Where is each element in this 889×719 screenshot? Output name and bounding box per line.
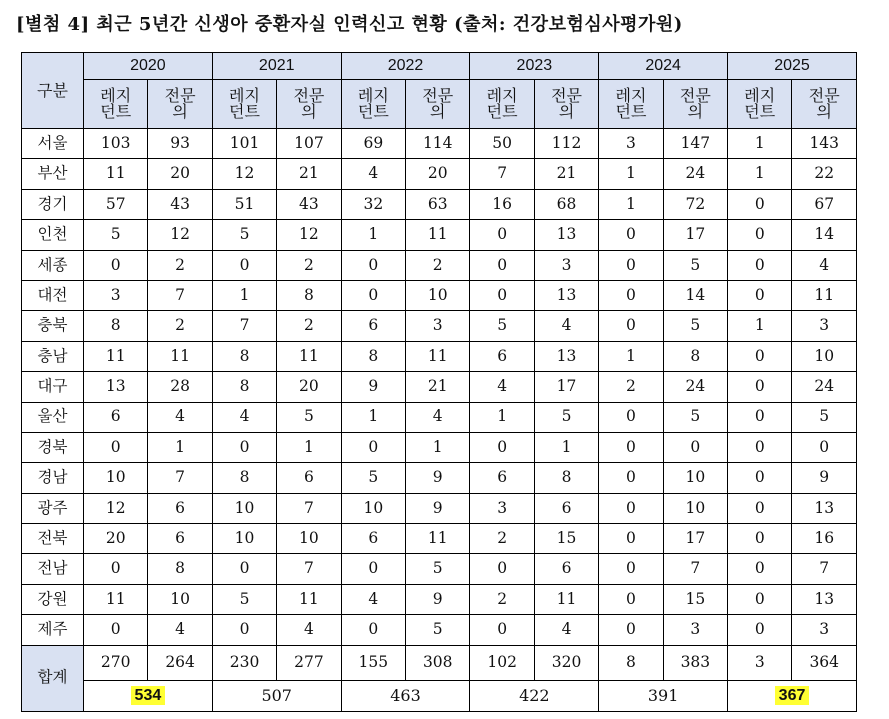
specialist-count-cell: 10: [277, 524, 341, 554]
specialist-count-cell: 107: [277, 129, 341, 159]
specialist-count-cell: 5: [792, 402, 857, 432]
specialist-count-cell: 3: [792, 615, 857, 645]
resident-count-cell: 0: [728, 524, 792, 554]
table-row: [22, 493, 857, 523]
resident-count-cell: 6: [341, 524, 405, 554]
region-label: 대전: [22, 280, 84, 310]
resident-count-cell: 1: [341, 220, 405, 250]
resident-count-cell: 0: [341, 280, 405, 310]
resident-count-cell: 11: [84, 584, 148, 614]
specialist-count-cell: 17: [663, 220, 727, 250]
region-label: 경남: [22, 463, 84, 493]
specialist-count-cell: 0: [792, 432, 857, 462]
resident-count-cell: 1: [470, 402, 534, 432]
specialist-count-cell: 7: [277, 493, 341, 523]
specialist-count-cell: 9: [406, 463, 470, 493]
specialist-count-cell: 13: [534, 280, 598, 310]
specialist-count-cell: 10: [792, 341, 857, 371]
specialist-count-cell: 112: [534, 129, 598, 159]
specialist-count-cell: 114: [406, 129, 470, 159]
table-row: [22, 189, 857, 219]
specialist-count-cell: 9: [406, 493, 470, 523]
region-label: 대구: [22, 372, 84, 402]
specialist-count-cell: 2: [406, 250, 470, 280]
specialist-count-cell: 24: [663, 372, 727, 402]
total-cell: 102: [470, 645, 534, 680]
resident-count-cell: 0: [470, 615, 534, 645]
resident-count-cell: 5: [84, 220, 148, 250]
specialist-count-cell: 4: [277, 615, 341, 645]
specialist-count-cell: 10: [663, 493, 727, 523]
region-label: 인천: [22, 220, 84, 250]
table-row: [22, 250, 857, 280]
resident-count-cell: 0: [728, 615, 792, 645]
region-label: 충남: [22, 341, 84, 371]
total-cell: 383: [663, 645, 727, 680]
specialist-count-cell: 11: [406, 341, 470, 371]
specialist-count-cell: 6: [148, 493, 212, 523]
specialist-count-cell: 22: [792, 159, 857, 189]
total-cell: 320: [534, 645, 598, 680]
resident-count-cell: 51: [212, 189, 276, 219]
specialist-count-cell: 5: [277, 402, 341, 432]
category-header: 구분: [22, 53, 84, 129]
specialist-count-cell: 147: [663, 129, 727, 159]
specialist-count-cell: 16: [792, 524, 857, 554]
highlighted-sum: 534: [131, 686, 166, 705]
specialist-count-cell: 20: [406, 159, 470, 189]
resident-count-cell: 0: [599, 432, 663, 462]
resident-count-cell: 12: [84, 493, 148, 523]
resident-count-cell: 3: [84, 280, 148, 310]
resident-count-cell: 0: [212, 554, 276, 584]
resident-count-cell: 1: [728, 311, 792, 341]
resident-count-cell: 0: [599, 615, 663, 645]
specialist-count-cell: 7: [148, 280, 212, 310]
specialist-count-cell: 12: [277, 220, 341, 250]
specialist-count-cell: 72: [663, 189, 727, 219]
resident-count-cell: 4: [341, 584, 405, 614]
resident-count-cell: 57: [84, 189, 148, 219]
region-label: 광주: [22, 493, 84, 523]
specialist-count-cell: 11: [277, 341, 341, 371]
table-row: [22, 554, 857, 584]
region-label: 강원: [22, 584, 84, 614]
table-row: [22, 129, 857, 159]
resident-count-cell: 0: [470, 280, 534, 310]
specialist-count-cell: 10: [148, 584, 212, 614]
resident-count-cell: 0: [728, 584, 792, 614]
resident-count-cell: 0: [599, 280, 663, 310]
resident-count-cell: 0: [212, 615, 276, 645]
total-cell: 3: [728, 645, 792, 680]
specialist-count-cell: 6: [277, 463, 341, 493]
resident-count-cell: 10: [84, 463, 148, 493]
specialist-count-cell: 1: [406, 432, 470, 462]
table-row: [22, 372, 857, 402]
year-header: 2020: [84, 53, 213, 80]
resident-count-cell: 0: [728, 341, 792, 371]
total-cell: 264: [148, 645, 212, 680]
specialist-count-cell: 4: [406, 402, 470, 432]
specialist-count-cell: 0: [663, 432, 727, 462]
specialist-count-cell: 5: [534, 402, 598, 432]
specialist-count-cell: 7: [792, 554, 857, 584]
resident-count-cell: 0: [84, 554, 148, 584]
specialist-count-cell: 6: [148, 524, 212, 554]
resident-count-cell: 0: [728, 220, 792, 250]
total-cell: 230: [212, 645, 276, 680]
specialist-count-cell: 11: [534, 584, 598, 614]
specialist-count-cell: 3: [792, 311, 857, 341]
resident-count-cell: 0: [599, 250, 663, 280]
specialist-count-cell: 5: [406, 554, 470, 584]
resident-count-cell: 11: [84, 159, 148, 189]
resident-count-cell: 0: [212, 432, 276, 462]
specialist-count-cell: 5: [663, 250, 727, 280]
resident-count-cell: 0: [84, 250, 148, 280]
resident-count-cell: 1: [599, 189, 663, 219]
resident-count-cell: 0: [341, 250, 405, 280]
resident-count-cell: 0: [84, 615, 148, 645]
resident-count-cell: 5: [470, 311, 534, 341]
table-row: [22, 432, 857, 462]
specialist-count-cell: 17: [534, 372, 598, 402]
specialist-count-cell: 67: [792, 189, 857, 219]
specialist-count-cell: 4: [534, 311, 598, 341]
specialist-count-cell: 11: [148, 341, 212, 371]
total-cell: 364: [792, 645, 857, 680]
specialist-count-cell: 5: [406, 615, 470, 645]
resident-count-cell: 0: [728, 372, 792, 402]
resident-count-cell: 8: [84, 311, 148, 341]
table-row: [22, 524, 857, 554]
resident-count-cell: 101: [212, 129, 276, 159]
table-row: [22, 341, 857, 371]
region-label: 전북: [22, 524, 84, 554]
resident-count-cell: 10: [341, 493, 405, 523]
specialist-count-cell: 28: [148, 372, 212, 402]
resident-count-cell: 6: [470, 463, 534, 493]
specialist-count-cell: 24: [792, 372, 857, 402]
resident-count-cell: 2: [470, 524, 534, 554]
specialist-count-cell: 13: [534, 341, 598, 371]
resident-count-cell: 10: [212, 524, 276, 554]
resident-count-cell: 2: [470, 584, 534, 614]
resident-count-cell: 0: [470, 250, 534, 280]
resident-count-cell: 1: [728, 129, 792, 159]
resident-count-cell: 9: [341, 372, 405, 402]
total-cell: 155: [341, 645, 405, 680]
table-row: [22, 584, 857, 614]
year-sum-cell: 391: [599, 680, 728, 711]
specialist-count-cell: 21: [406, 372, 470, 402]
specialist-count-cell: 12: [148, 220, 212, 250]
resident-count-cell: 1: [599, 341, 663, 371]
specialist-count-cell: 21: [534, 159, 598, 189]
resident-count-cell: 0: [341, 615, 405, 645]
specialist-count-cell: 1: [534, 432, 598, 462]
resident-count-cell: 5: [212, 584, 276, 614]
specialist-count-cell: 7: [277, 554, 341, 584]
table-row: [22, 220, 857, 250]
specialist-count-cell: 17: [663, 524, 727, 554]
specialist-count-cell: 63: [406, 189, 470, 219]
resident-count-cell: 50: [470, 129, 534, 159]
resident-count-cell: 4: [470, 372, 534, 402]
resident-count-cell: 4: [212, 402, 276, 432]
resident-count-cell: 2: [599, 372, 663, 402]
specialist-count-cell: 20: [277, 372, 341, 402]
region-label: 경북: [22, 432, 84, 462]
resident-count-cell: 0: [728, 402, 792, 432]
resident-count-cell: 1: [212, 280, 276, 310]
resident-count-cell: 8: [212, 341, 276, 371]
specialist-count-cell: 5: [663, 402, 727, 432]
resident-count-cell: 0: [470, 554, 534, 584]
resident-count-cell: 12: [212, 159, 276, 189]
resident-header: 레지 던트: [599, 80, 663, 129]
year-sum-cell: 463: [341, 680, 470, 711]
resident-header: 레지 던트: [470, 80, 534, 129]
table-row: [22, 311, 857, 341]
resident-count-cell: 0: [728, 554, 792, 584]
resident-count-cell: 7: [212, 311, 276, 341]
table-body: [22, 129, 857, 646]
document-title: [별첨 4] 최근 5년간 신생아 중환자실 인력신고 현황 (출처: 건강보험심사평가원): [16, 14, 683, 35]
nicu-staffing-table: [21, 52, 857, 712]
resident-count-cell: 10: [212, 493, 276, 523]
resident-count-cell: 0: [728, 463, 792, 493]
region-label: 제주: [22, 615, 84, 645]
specialist-count-cell: 13: [534, 220, 598, 250]
specialist-count-cell: 3: [663, 615, 727, 645]
specialist-count-cell: 3: [534, 250, 598, 280]
table-row: [22, 463, 857, 493]
specialist-count-cell: 43: [148, 189, 212, 219]
year-header: 2024: [599, 53, 728, 80]
resident-count-cell: 6: [470, 341, 534, 371]
resident-count-cell: 69: [341, 129, 405, 159]
specialist-count-cell: 21: [277, 159, 341, 189]
resident-count-cell: 8: [341, 341, 405, 371]
specialist-count-cell: 8: [534, 463, 598, 493]
specialist-count-cell: 2: [148, 311, 212, 341]
resident-header: 레지 던트: [212, 80, 276, 129]
total-row: [22, 645, 857, 680]
highlighted-sum: 367: [775, 686, 810, 705]
specialist-count-cell: 10: [406, 280, 470, 310]
year-sum-cell: [84, 680, 213, 711]
year-header: 2025: [728, 53, 857, 80]
specialist-header: 전문 의: [534, 80, 598, 129]
total-sum-row: [22, 680, 857, 711]
region-label: 울산: [22, 402, 84, 432]
resident-count-cell: 0: [728, 280, 792, 310]
resident-count-cell: 32: [341, 189, 405, 219]
region-label: 충북: [22, 311, 84, 341]
total-cell: 308: [406, 645, 470, 680]
total-cell: 8: [599, 645, 663, 680]
specialist-count-cell: 11: [406, 524, 470, 554]
resident-count-cell: 6: [84, 402, 148, 432]
specialist-count-cell: 4: [534, 615, 598, 645]
specialist-count-cell: 24: [663, 159, 727, 189]
table-row: [22, 159, 857, 189]
specialist-count-cell: 4: [148, 615, 212, 645]
specialist-count-cell: 3: [406, 311, 470, 341]
resident-count-cell: 0: [341, 554, 405, 584]
specialist-count-cell: 15: [663, 584, 727, 614]
resident-count-cell: 3: [599, 129, 663, 159]
specialist-count-cell: 11: [277, 584, 341, 614]
specialist-header: 전문 의: [406, 80, 470, 129]
resident-count-cell: 16: [470, 189, 534, 219]
specialist-count-cell: 43: [277, 189, 341, 219]
resident-count-cell: 0: [599, 311, 663, 341]
year-header: 2022: [341, 53, 470, 80]
resident-count-cell: 0: [728, 189, 792, 219]
specialist-count-cell: 2: [148, 250, 212, 280]
year-header: 2021: [212, 53, 341, 80]
resident-count-cell: 4: [341, 159, 405, 189]
specialist-count-cell: 2: [277, 311, 341, 341]
year-sum-cell: [728, 680, 857, 711]
specialist-count-cell: 20: [148, 159, 212, 189]
resident-count-cell: 0: [470, 220, 534, 250]
resident-count-cell: 11: [84, 341, 148, 371]
specialist-count-cell: 13: [792, 493, 857, 523]
specialist-count-cell: 11: [406, 220, 470, 250]
region-label: 부산: [22, 159, 84, 189]
resident-count-cell: 0: [599, 220, 663, 250]
region-label: 경기: [22, 189, 84, 219]
resident-header: 레지 던트: [84, 80, 148, 129]
region-label: 서울: [22, 129, 84, 159]
resident-count-cell: 8: [212, 372, 276, 402]
specialist-count-cell: 2: [277, 250, 341, 280]
specialist-count-cell: 5: [663, 311, 727, 341]
sub-header-row: [22, 80, 857, 129]
resident-count-cell: 7: [470, 159, 534, 189]
resident-count-cell: 1: [341, 402, 405, 432]
specialist-count-cell: 11: [792, 280, 857, 310]
region-label: 전남: [22, 554, 84, 584]
specialist-count-cell: 8: [148, 554, 212, 584]
resident-count-cell: 13: [84, 372, 148, 402]
specialist-count-cell: 7: [663, 554, 727, 584]
table-row: [22, 280, 857, 310]
specialist-header: 전문 의: [663, 80, 727, 129]
resident-count-cell: 5: [212, 220, 276, 250]
specialist-count-cell: 8: [277, 280, 341, 310]
resident-count-cell: 0: [728, 250, 792, 280]
specialist-count-cell: 143: [792, 129, 857, 159]
specialist-count-cell: 9: [406, 584, 470, 614]
specialist-count-cell: 15: [534, 524, 598, 554]
specialist-count-cell: 4: [792, 250, 857, 280]
year-sum-cell: 422: [470, 680, 599, 711]
resident-count-cell: 0: [599, 463, 663, 493]
resident-count-cell: 0: [84, 432, 148, 462]
specialist-count-cell: 9: [792, 463, 857, 493]
specialist-header: 전문 의: [792, 80, 857, 129]
year-header-row: [22, 53, 857, 80]
resident-count-cell: 20: [84, 524, 148, 554]
specialist-count-cell: 14: [663, 280, 727, 310]
resident-count-cell: 0: [728, 493, 792, 523]
specialist-count-cell: 10: [663, 463, 727, 493]
specialist-count-cell: 7: [148, 463, 212, 493]
specialist-count-cell: 6: [534, 554, 598, 584]
resident-count-cell: 5: [341, 463, 405, 493]
specialist-count-cell: 93: [148, 129, 212, 159]
resident-count-cell: 3: [470, 493, 534, 523]
year-header: 2023: [470, 53, 599, 80]
specialist-count-cell: 68: [534, 189, 598, 219]
resident-count-cell: 0: [728, 432, 792, 462]
resident-count-cell: 0: [212, 250, 276, 280]
specialist-count-cell: 6: [534, 493, 598, 523]
resident-count-cell: 1: [599, 159, 663, 189]
resident-count-cell: 0: [599, 524, 663, 554]
specialist-header: 전문 의: [277, 80, 341, 129]
total-cell: 277: [277, 645, 341, 680]
specialist-count-cell: 13: [792, 584, 857, 614]
year-sum-cell: 507: [212, 680, 341, 711]
total-cell: 270: [84, 645, 148, 680]
resident-count-cell: 8: [212, 463, 276, 493]
resident-count-cell: 0: [470, 432, 534, 462]
specialist-count-cell: 1: [148, 432, 212, 462]
resident-header: 레지 던트: [728, 80, 792, 129]
resident-count-cell: 0: [599, 402, 663, 432]
table-row: [22, 402, 857, 432]
specialist-count-cell: 4: [148, 402, 212, 432]
specialist-count-cell: 14: [792, 220, 857, 250]
specialist-count-cell: 8: [663, 341, 727, 371]
table-row: [22, 615, 857, 645]
resident-count-cell: 6: [341, 311, 405, 341]
specialist-header: 전문 의: [148, 80, 212, 129]
resident-count-cell: 0: [599, 493, 663, 523]
resident-header: 레지 던트: [341, 80, 405, 129]
region-label: 세종: [22, 250, 84, 280]
specialist-count-cell: 1: [277, 432, 341, 462]
resident-count-cell: 0: [599, 554, 663, 584]
resident-count-cell: 0: [599, 584, 663, 614]
resident-count-cell: 1: [728, 159, 792, 189]
total-label: 합계: [22, 645, 84, 711]
resident-count-cell: 0: [341, 432, 405, 462]
resident-count-cell: 103: [84, 129, 148, 159]
